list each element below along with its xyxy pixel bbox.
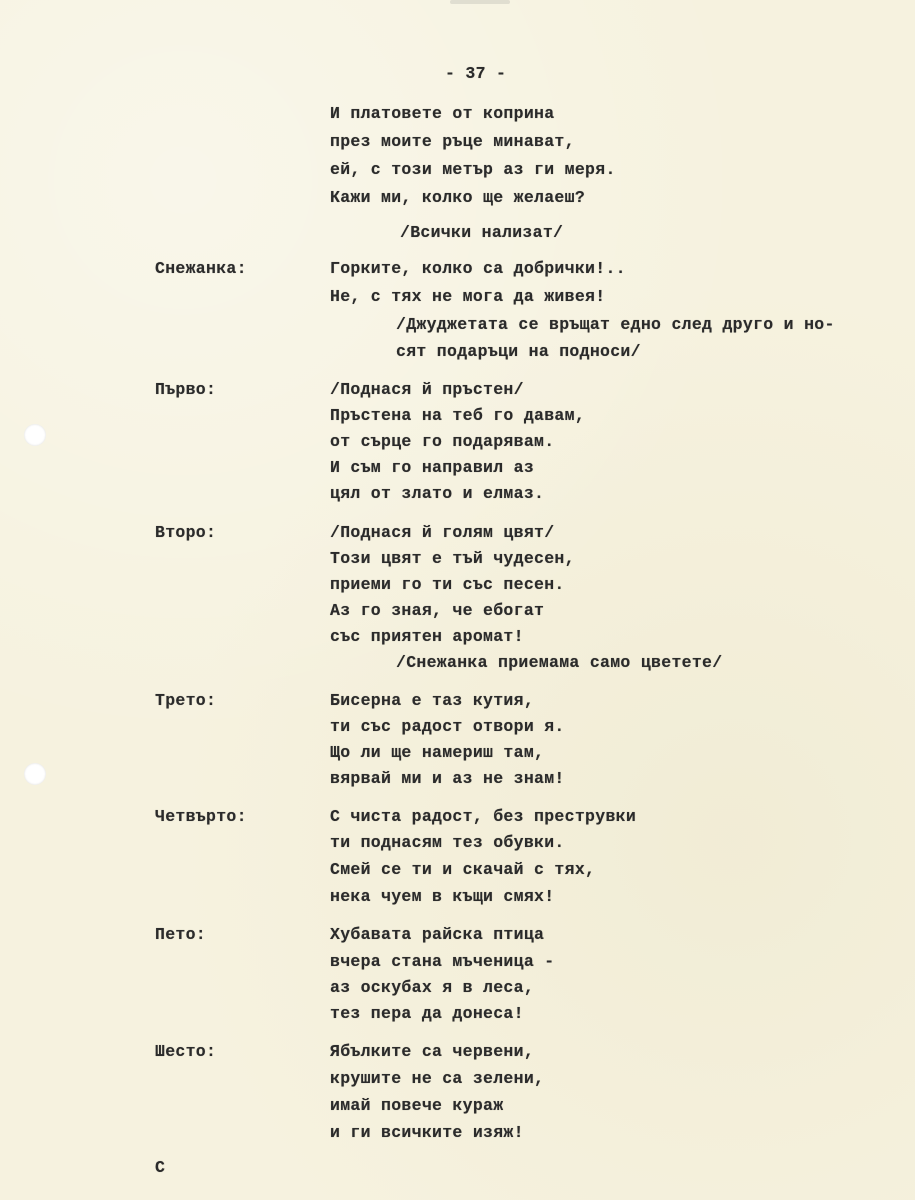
verse-line: Кажи ми, колко ще желаеш? bbox=[330, 188, 586, 207]
verse-line: тез пера да донеса! bbox=[330, 1004, 524, 1023]
verse-line: И съм го направил аз bbox=[330, 458, 535, 477]
stage-direction: /Джуджетата се връщат едно след друго и но- bbox=[396, 315, 835, 334]
speaker-label: Четвърто: bbox=[155, 807, 247, 826]
speaker-label: Шесто: bbox=[155, 1042, 217, 1061]
stage-direction: /Снежанка приемама само цветете/ bbox=[396, 653, 723, 672]
verse-line: приеми го ти със песен. bbox=[330, 575, 565, 594]
verse-line: цял от злато и елмаз. bbox=[330, 484, 545, 503]
top-smudge bbox=[450, 0, 510, 4]
verse-line: вчера стана мъченица - bbox=[330, 952, 555, 971]
verse-line: Смей се ти и скачай с тях, bbox=[330, 860, 596, 879]
speaker-label: Трето: bbox=[155, 691, 217, 710]
stage-direction: /Всички нализат/ bbox=[400, 223, 564, 242]
speaker-label: Пето: bbox=[155, 925, 207, 944]
verse-line: крушите не са зелени, bbox=[330, 1069, 545, 1088]
verse-line: вярвай ми и аз не знам! bbox=[330, 769, 565, 788]
punch-hole bbox=[24, 763, 46, 785]
verse-line: Горките, колко са добрички!.. bbox=[330, 259, 626, 278]
verse-line: С чиста радост, без преструвки bbox=[330, 807, 637, 826]
speaker-label: Първо: bbox=[155, 380, 217, 399]
verse-line: ти със радост отвори я. bbox=[330, 717, 565, 736]
stage-direction: сят подаръци на подноси/ bbox=[396, 342, 641, 361]
stage-direction: /Поднася й голям цвят/ bbox=[330, 523, 555, 542]
verse-line: аз оскубах я в леса, bbox=[330, 978, 535, 997]
verse-line: през моите ръце минават, bbox=[330, 132, 575, 151]
verse-line: Не, с тях не мога да живея! bbox=[330, 287, 606, 306]
footer-mark: С bbox=[155, 1158, 166, 1177]
stage-direction: /Поднася й пръстен/ bbox=[330, 380, 524, 399]
verse-line: и ги всичките изяж! bbox=[330, 1123, 524, 1142]
verse-line: Този цвят е тъй чудесен, bbox=[330, 549, 575, 568]
verse-line: ти поднасям тез обувки. bbox=[330, 833, 565, 852]
speaker-label: Второ: bbox=[155, 523, 217, 542]
punch-hole bbox=[24, 424, 46, 446]
verse-line: от сърце го подарявам. bbox=[330, 432, 555, 451]
verse-line: нека чуем в къщи смях! bbox=[330, 887, 555, 906]
verse-line: Хубавата райска птица bbox=[330, 925, 545, 944]
verse-line: Що ли ще намериш там, bbox=[330, 743, 545, 762]
verse-line: И платовете от коприна bbox=[330, 104, 555, 123]
verse-line: ей, с този метър аз ги меря. bbox=[330, 160, 616, 179]
verse-line: Аз го зная, че ебогат bbox=[330, 601, 545, 620]
speaker-label: Снежанка: bbox=[155, 259, 247, 278]
verse-line: Пръстена на теб го давам, bbox=[330, 406, 586, 425]
verse-line: Ябълките са червени, bbox=[330, 1042, 535, 1061]
verse-line: Бисерна е таз кутия, bbox=[330, 691, 535, 710]
page-number: - 37 - bbox=[445, 64, 507, 83]
verse-line: със приятен аромат! bbox=[330, 627, 524, 646]
verse-line: имай повече кураж bbox=[330, 1096, 504, 1115]
